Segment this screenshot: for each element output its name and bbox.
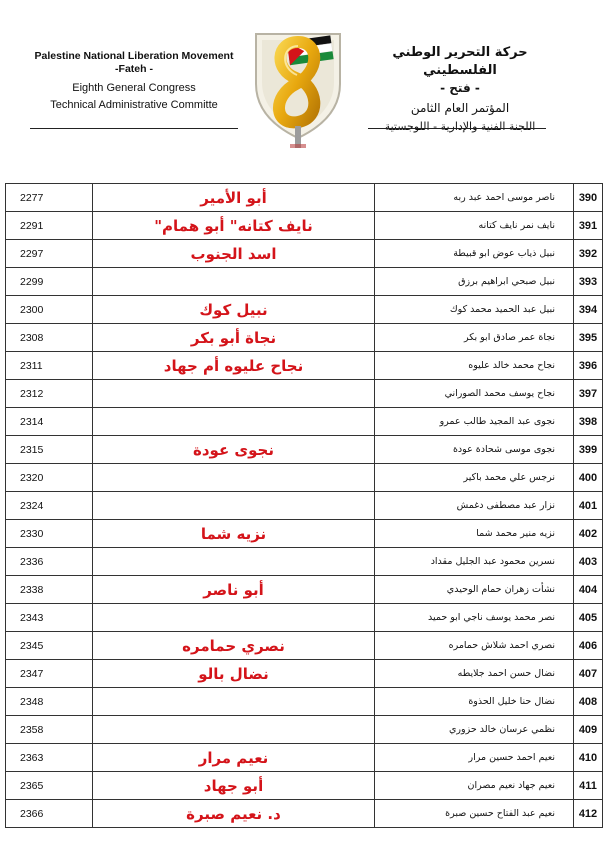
member-code-cell: 2314 (6, 408, 93, 436)
member-code-cell: 2300 (6, 296, 93, 324)
row-number-cell: 395 (574, 324, 603, 352)
full-name-cell: نضال حنا خليل الحذوة (375, 688, 574, 716)
row-number-cell: 406 (574, 632, 603, 660)
header-rule-right (368, 128, 546, 129)
header-rule-left (30, 128, 238, 129)
fateh-english: -Fateh - (115, 63, 153, 75)
row-number-cell: 404 (574, 576, 603, 604)
table-row (6, 604, 603, 632)
alias-cell: د. نعيم صبرة (93, 800, 375, 828)
table-row (6, 744, 603, 772)
member-code-cell: 2291 (6, 212, 93, 240)
full-name-cell: نصري احمد شلاش حمامره (375, 632, 574, 660)
table-row (6, 240, 603, 268)
member-code-cell: 2299 (6, 268, 93, 296)
member-code-cell: 2315 (6, 436, 93, 464)
full-name-cell: نرجس علي محمد باكير (375, 464, 574, 492)
row-number-cell: 401 (574, 492, 603, 520)
org-name-english: Palestine National Liberation Movement (34, 50, 234, 62)
row-number-cell: 396 (574, 352, 603, 380)
fateh-arabic: - فتح - (440, 81, 480, 95)
alias-cell (93, 716, 375, 744)
members-table-body (6, 184, 603, 828)
table-row (6, 520, 603, 548)
row-number-cell: 402 (574, 520, 603, 548)
alias-cell (93, 268, 375, 296)
alias-cell: نبيل كوك (93, 296, 375, 324)
alias-cell: نصري حمامره (93, 632, 375, 660)
member-code-cell: 2297 (6, 240, 93, 268)
alias-cell: نجاح عليوه أم جهاد (93, 352, 375, 380)
full-name-cell: نسرين محمود عبد الجليل مقداد (375, 548, 574, 576)
congress-arabic: المؤتمر العام الثامن (410, 101, 510, 115)
alias-cell: نجوى عودة (93, 436, 375, 464)
alias-cell: نضال بالو (93, 660, 375, 688)
member-code-cell: 2363 (6, 744, 93, 772)
full-name-cell: نجاة عمر صادق ابو بكر (375, 324, 574, 352)
full-name-cell: نجاح محمد خالد عليوه (375, 352, 574, 380)
member-code-cell: 2308 (6, 324, 93, 352)
alias-cell (93, 464, 375, 492)
row-number-cell: 397 (574, 380, 603, 408)
row-number-cell: 403 (574, 548, 603, 576)
table-row (6, 632, 603, 660)
full-name-cell: نجاح يوسف محمد الصوراني (375, 380, 574, 408)
committee-arabic: اللجنة الفنية والإدارية - اللوجستية (384, 120, 536, 133)
full-name-cell: ناصر موسى احمد عبد ربه (375, 184, 574, 212)
table-row (6, 380, 603, 408)
member-code-cell: 2347 (6, 660, 93, 688)
row-number-cell: 393 (574, 268, 603, 296)
table-row (6, 800, 603, 828)
alias-cell: نايف كتانه" أبو همام" (93, 212, 375, 240)
row-number-cell: 410 (574, 744, 603, 772)
full-name-cell: نشأت زهران حمام الوحيدي (375, 576, 574, 604)
member-code-cell: 2277 (6, 184, 93, 212)
member-code-cell: 2358 (6, 716, 93, 744)
header-arabic-block (360, 44, 560, 136)
full-name-cell: نايف نمر نايف كتانه (375, 212, 574, 240)
alias-cell: أبو الأمير (93, 184, 375, 212)
full-name-cell: نبيل صبحي ابراهيم برزق (375, 268, 574, 296)
member-code-cell: 2312 (6, 380, 93, 408)
row-number-cell: 407 (574, 660, 603, 688)
member-code-cell: 2345 (6, 632, 93, 660)
full-name-cell: نعيم جهاد نعيم مصران (375, 772, 574, 800)
full-name-cell: نعيم احمد حسين مرار (375, 744, 574, 772)
table-row (6, 492, 603, 520)
full-name-cell: نضال حسن احمد جلايطه (375, 660, 574, 688)
member-code-cell: 2348 (6, 688, 93, 716)
header-english-block (28, 50, 240, 114)
full-name-cell: نصر محمد يوسف ناجي ابو حميد (375, 604, 574, 632)
alias-cell (93, 688, 375, 716)
row-number-cell: 392 (574, 240, 603, 268)
members-table (5, 183, 603, 828)
member-code-cell: 2311 (6, 352, 93, 380)
member-code-cell: 2320 (6, 464, 93, 492)
table-row (6, 716, 603, 744)
row-number-cell: 405 (574, 604, 603, 632)
member-code-cell: 2365 (6, 772, 93, 800)
alias-cell: اسد الجنوب (93, 240, 375, 268)
org-name-arabic: حركة التحرير الوطني الفلسطيني (392, 45, 528, 78)
row-number-cell: 394 (574, 296, 603, 324)
table-row (6, 324, 603, 352)
table-row (6, 296, 603, 324)
alias-cell (93, 604, 375, 632)
full-name-cell: نبيل ذياب عوض ابو قبيطة (375, 240, 574, 268)
table-row (6, 688, 603, 716)
committee-english: Technical Administrative Committe (50, 99, 218, 111)
row-number-cell: 398 (574, 408, 603, 436)
alias-cell: نجاة أبو بكر (93, 324, 375, 352)
alias-cell: نعيم مرار (93, 744, 375, 772)
full-name-cell: نبيل عبد الحميد محمد كوك (375, 296, 574, 324)
table-row (6, 212, 603, 240)
congress-english: Eighth General Congress (72, 82, 196, 94)
congress-logo (246, 22, 350, 152)
alias-cell (93, 408, 375, 436)
alias-cell: نزيه شما (93, 520, 375, 548)
table-row (6, 352, 603, 380)
table-row (6, 576, 603, 604)
alias-cell: أبو ناصر (93, 576, 375, 604)
row-number-cell: 412 (574, 800, 603, 828)
member-code-cell: 2330 (6, 520, 93, 548)
table-row (6, 408, 603, 436)
member-code-cell: 2366 (6, 800, 93, 828)
full-name-cell: نعيم عبد الفتاح حسين صبرة (375, 800, 574, 828)
table-row (6, 436, 603, 464)
full-name-cell: نجوى موسى شحادة عودة (375, 436, 574, 464)
member-code-cell: 2343 (6, 604, 93, 632)
full-name-cell: نزار عبد مصطفى دغمش (375, 492, 574, 520)
row-number-cell: 411 (574, 772, 603, 800)
table-row (6, 548, 603, 576)
table-row (6, 184, 603, 212)
member-code-cell: 2336 (6, 548, 93, 576)
row-number-cell: 391 (574, 212, 603, 240)
member-code-cell: 2338 (6, 576, 93, 604)
row-number-cell: 409 (574, 716, 603, 744)
full-name-cell: نجوى عبد المجيد طالب عمرو (375, 408, 574, 436)
row-number-cell: 399 (574, 436, 603, 464)
table-row (6, 772, 603, 800)
full-name-cell: نزيه منير محمد شما (375, 520, 574, 548)
alias-cell: أبو جهاد (93, 772, 375, 800)
table-row (6, 268, 603, 296)
row-number-cell: 390 (574, 184, 603, 212)
full-name-cell: نظمي عرسان خالد حزوري (375, 716, 574, 744)
document-header (0, 0, 595, 160)
alias-cell (93, 492, 375, 520)
alias-cell (93, 380, 375, 408)
row-number-cell: 400 (574, 464, 603, 492)
member-code-cell: 2324 (6, 492, 93, 520)
table-row (6, 464, 603, 492)
alias-cell (93, 548, 375, 576)
row-number-cell: 408 (574, 688, 603, 716)
table-row (6, 660, 603, 688)
